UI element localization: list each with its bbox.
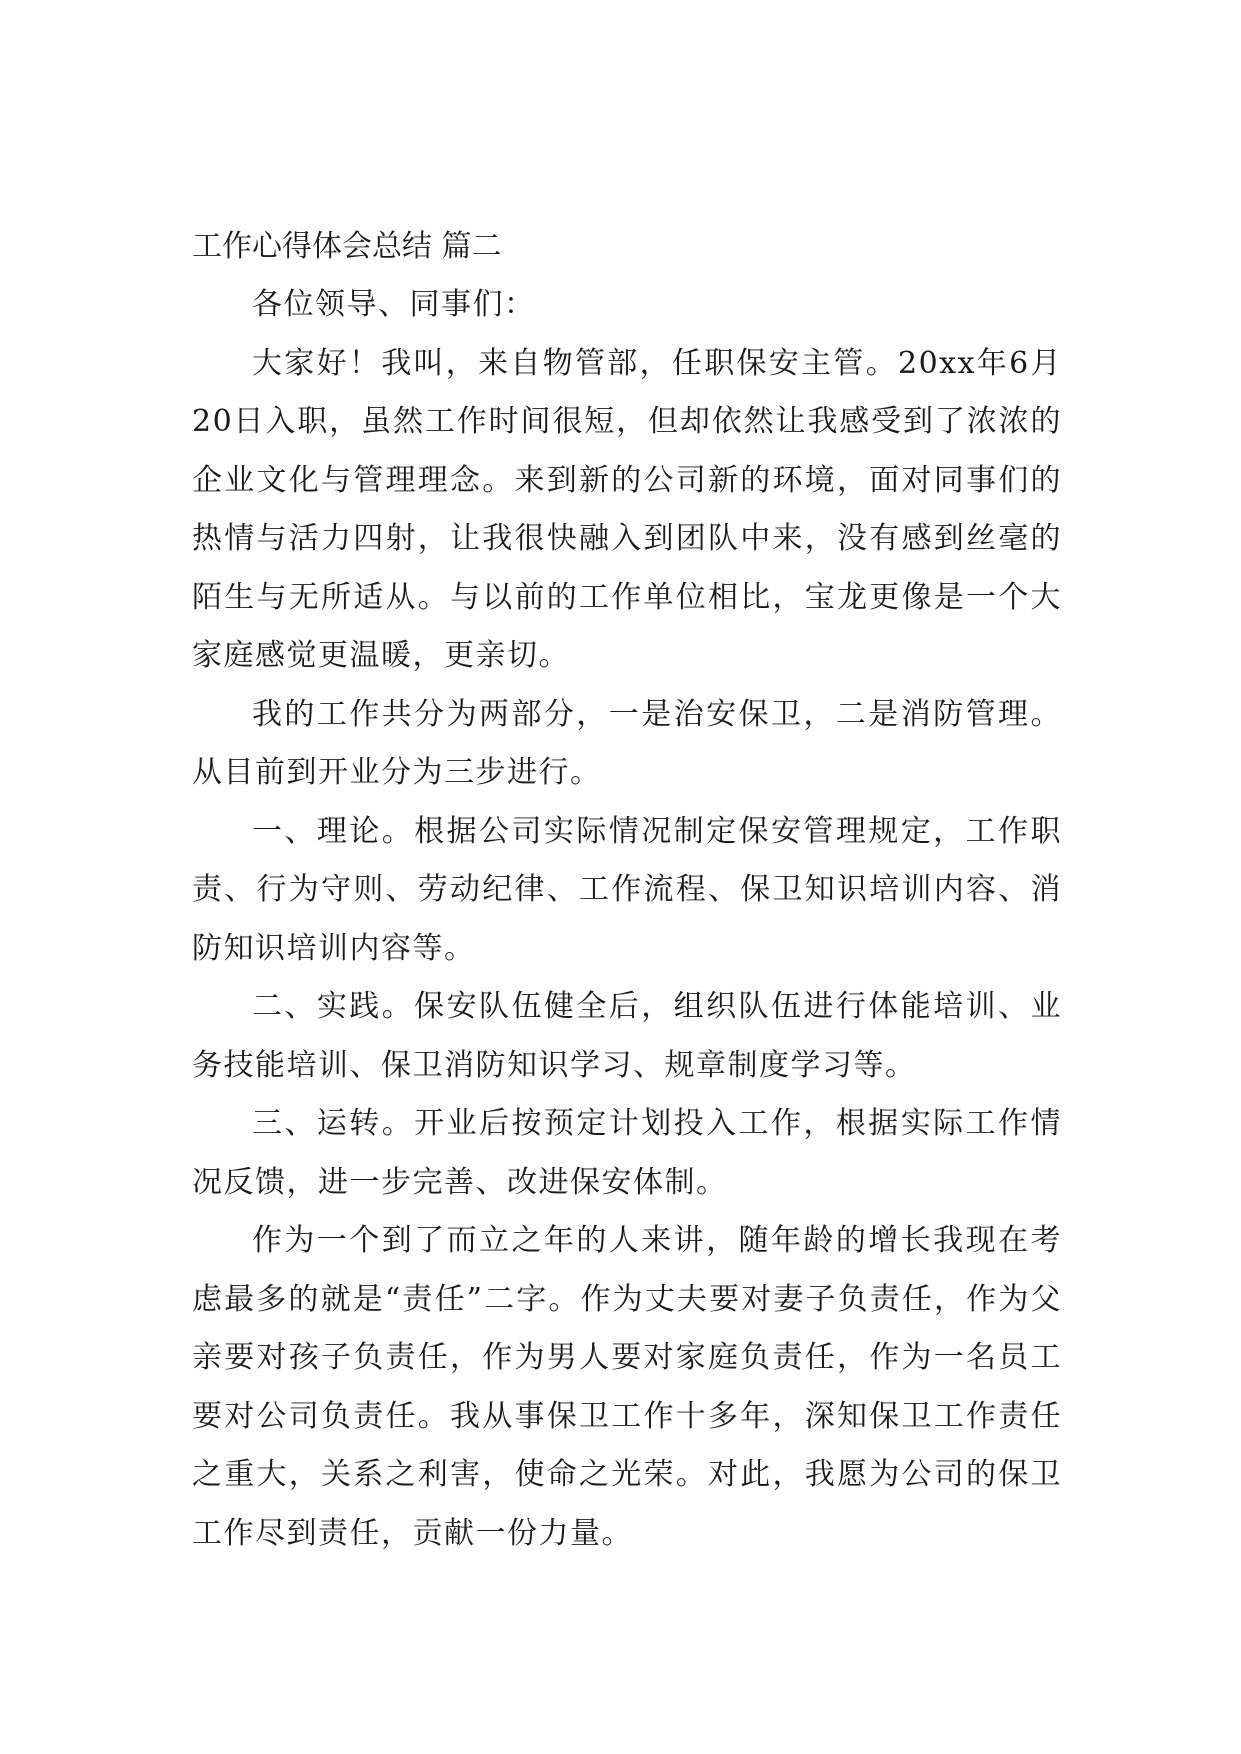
paragraph-step-theory: 一、理论。根据公司实际情况制定保安管理规定，工作职责、行为守则、劳动纪律、工作流程、保卫知识培训内容、消防知识培训内容等。 (192, 813, 1062, 966)
paragraph-work-overview: 我的工作共分为两部分，一是治安保卫，二是消防管理。从目前到开业分为三步进行。 (192, 696, 1062, 790)
paragraph-step-operation: 三、运转。开业后按预定计划投入工作，根据实际工作情况反馈，进一步完善、改进保安体制。 (192, 1106, 1062, 1200)
paragraph-responsibility: 作为一个到了而立之年的人来讲，随年龄的增长我现在考虑最多的就是“责任”二字。作为丈夫要对妻子负责任，作为父亲要对孩子负责任，作为男人要对家庭负责任，作为一名员工要对公司负责任。我从事保卫工作十多年，深知保卫工作责任之重大，关系之利害，使命之光荣。对此，我愿为公司的保卫工作尽到责任，贡献一份力量。 (192, 1223, 1062, 1551)
document-title: 工作心得体会总结 篇二 (192, 229, 502, 264)
paragraph-introduction: 大家好！我叫，来自物管部，任职保安主管。20xx年6月20日入职，虽然工作时间很短，但却依然让我感受到了浓浓的企业文化与管理理念。来到新的公司新的环境，面对同事们的热情与活力四射，让我很快融入到团队中来，没有感到丝毫的陌生与无所适从。与以前的工作单位相比，宝龙更像是一个大家庭感觉更温暖，更亲切。 (192, 345, 1062, 673)
document-page (192, 218, 1062, 1563)
paragraph-step-practice: 二、实践。保安队伍健全后，组织队伍进行体能培训、业务技能培训、保卫消防知识学习、规章制度学习等。 (192, 989, 1062, 1083)
paragraph-greeting: 各位领导、同事们： (252, 287, 536, 322)
